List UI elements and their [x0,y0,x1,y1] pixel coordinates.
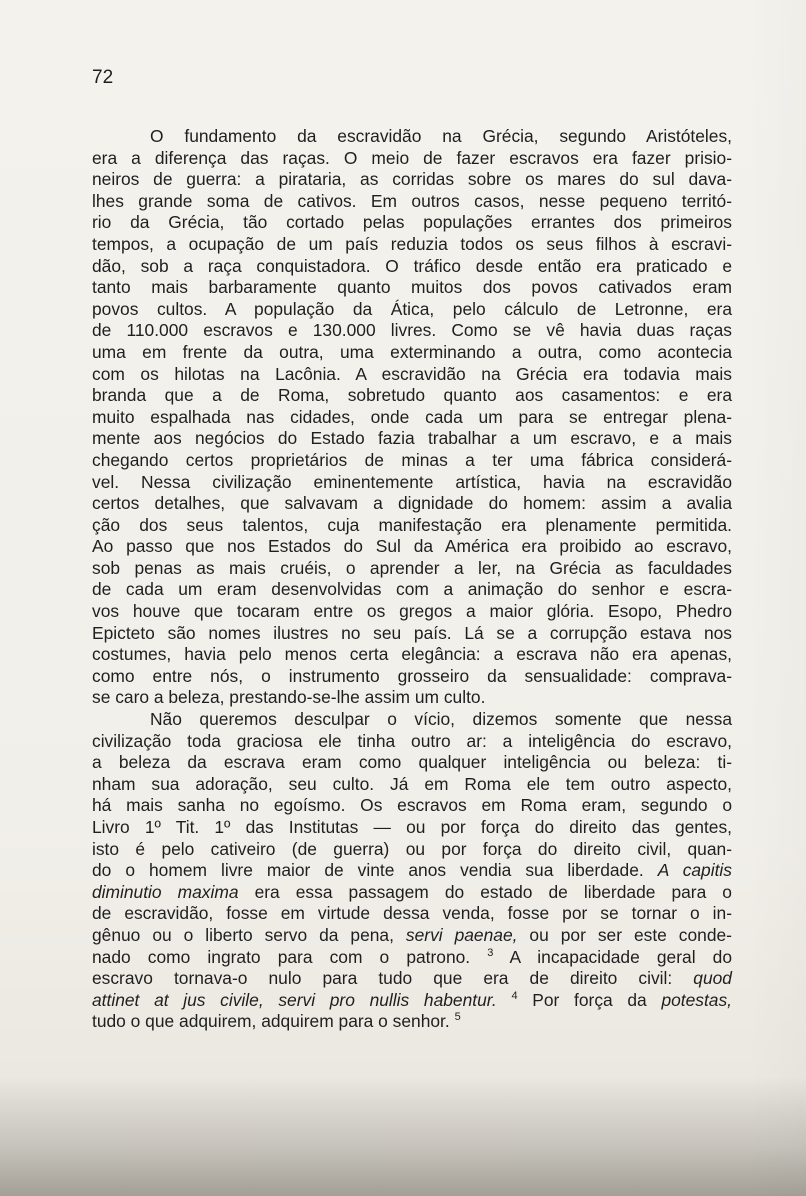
text-line: se caro a beleza, prestando-se-lhe assim um culto. [92,687,486,708]
text-segment: era essa passagem do estado de liberdade para o [254,881,732,902]
text-line: ção dos seus talentos, cuja manifestação era plenamente permitida. [92,514,732,535]
text-line: com os hilotas na Lacônia. A escravidão na Grécia era todavia mais [92,363,732,384]
text-line: certos detalhes, que salvavam a dignidade do homem: assim a avalia [92,493,732,514]
italic-phrase: diminutio maxima [92,881,239,902]
italic-phrase: servi paenae, [405,924,518,945]
text-line: Não queremos desculpar o vício, dizemos somente que nessa [150,709,732,730]
text-segment: nado como ingrato para com o patrono. [92,946,471,967]
page-bottom-shadow [0,1076,806,1196]
text-segment: do o homem livre maior de vinte anos vendia sua liberdade. [92,860,644,881]
text-line: vel. Nessa civilização eminentemente artística, havia na escravidão [92,471,732,492]
footnote-ref: 4 [511,989,518,1002]
text-line: civilização toda graciosa ele tinha outro ar: a inteligência do escravo, [92,730,732,751]
text-line: branda que a de Roma, sobretudo quanto aos casamentos: e era [92,385,732,406]
text-line: uma em frente da outra, uma exterminando a outra, como acontecia [92,341,732,362]
text-line: como entre nós, o instrumento grosseiro da sensualidade: comprava- [92,665,732,686]
text-line: neiros de guerra: a pirataria, as corridas sobre os mares do sul dava- [92,169,732,190]
text-line: era a diferença das raças. O meio de fazer escravos era fazer prisio- [92,147,732,168]
text-line: rio da Grécia, tão cortado pelas populações errantes dos primeiros [92,212,732,233]
text-line: O fundamento da escravidão na Grécia, segundo Aristóteles, [150,126,732,146]
text-line: muito espalhada nas cidades, onde cada um para se entregar plena- [92,406,732,427]
page-edge-shadow [746,0,806,1196]
text-line [92,860,732,882]
text-line: dão, sob a raça conquistadora. O tráfico desde então era praticado e [92,255,732,276]
text-line: a beleza da escrava eram como qualquer inteligência ou beleza: ti- [92,752,732,773]
text-line: costumes, havia pelo menos certa elegância: a escrava não era apenas, [92,644,732,665]
page-number: 72 [92,67,114,88]
text-line [92,968,732,990]
text-line: de escravidão, fosse em virtude dessa venda, fosse por se tornar o in- [92,903,732,924]
text-line: Ao passo que nos Estados do Sul da América era proibido ao escravo, [92,536,732,557]
text-segment: gênuo ou o liberto servo da pena, [92,924,394,945]
text-segment: escravo tornava-o nulo para tudo que era de direito civil: [92,968,673,989]
text-line: isto é pelo cativeiro (de guerra) ou por força do direito civil, quan- [92,838,732,859]
italic-phrase: attinet at jus civile, servi pro nullis habentur. [92,989,497,1010]
text-line: chegando certos proprietários de minas a ter uma fábrica considerá- [92,449,732,470]
text-line: tempos, a ocupação de um país reduzia todos os seus filhos à escravi- [92,233,732,254]
text-line [92,925,732,947]
footnote-ref: 3 [487,946,494,959]
text-line: nham sua adoração, seu culto. Já em Roma ele tem outro aspecto, [92,773,732,794]
text-line: povos cultos. A população da Ática, pelo cálculo de Letronne, era [92,298,732,319]
paragraph-2 [92,709,732,1033]
text-line [92,947,732,969]
text-line: vos houve que tocaram entre os gregos a maior glória. Esopo, Phedro [92,601,732,622]
text-line [92,990,732,1012]
text-segment: tudo o que adquirem, adquirem para o senhor. [92,1011,450,1032]
text-segment: A incapacidade geral do [509,946,732,967]
footnote-ref: 5 [454,1011,461,1024]
text-line: Livro 1º Tit. 1º das Institutas — ou por força do direito das gentes, [92,817,732,837]
text-line: Epicteto são nomes ilustres no seu país. Lá se a corrupção estava nos [92,622,732,643]
text-line: sob penas as mais cruéis, o aprender a ler, na Grécia as faculdades [92,557,732,578]
text-segment: ou por ser este conde- [529,924,732,945]
italic-phrase: A capitis [657,860,732,881]
text-line [92,882,732,904]
italic-phrase: quod [693,968,732,989]
paragraph-1 [92,126,732,709]
text-line: há mais sanha no egoísmo. Os escravos em Roma eram, segundo o [92,795,732,816]
text-line: tanto mais barbaramente quanto muitos dos povos cativados eram [92,277,732,298]
body-text [92,126,732,1033]
text-line: lhes grande soma de cativos. Em outros casos, nesse pequeno territó- [92,190,732,211]
italic-phrase: potestas, [661,989,733,1010]
text-segment: Por força da [532,989,647,1010]
text-line: de cada um eram desenvolvidas com a animação do senhor e escra- [92,579,732,600]
text-line [92,1011,732,1033]
text-line: mente aos negócios do Estado fazia trabalhar a um escravo, e a mais [92,428,732,449]
text-line: de 110.000 escravos e 130.000 livres. Como se vê havia duas raças [92,320,732,341]
